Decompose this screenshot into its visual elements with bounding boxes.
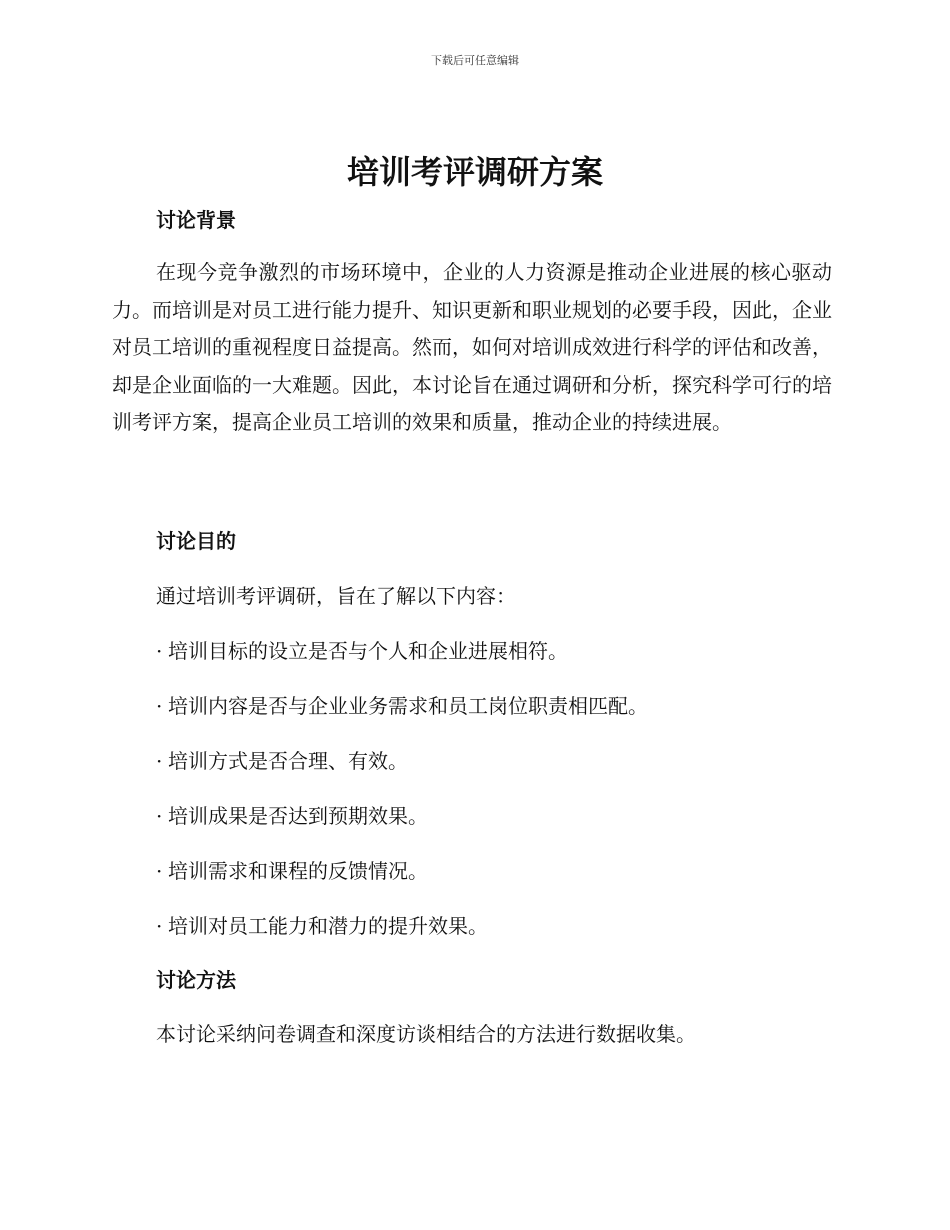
document-title: 培训考评调研方案 (346, 153, 603, 191)
list-item-text: 培训成果是否达到预期效果。 (168, 804, 428, 828)
bullet-icon: · (156, 914, 163, 938)
list-item (156, 747, 856, 775)
bullet-icon: · (156, 859, 163, 883)
list-item (156, 802, 856, 830)
list-item-text: 培训方式是否合理、有效。 (168, 749, 408, 773)
list-item-text: 培训对员工能力和潜力的提升效果。 (168, 914, 488, 938)
list-item (156, 692, 856, 720)
bullet-icon: · (156, 639, 163, 663)
list-item (156, 637, 856, 665)
list-item (156, 912, 856, 940)
bullet-icon: · (156, 749, 163, 773)
method-paragraph: 本讨论采纳问卷调查和深度访谈相结合的方法进行数据收集。 (156, 1022, 696, 1046)
list-item (156, 857, 856, 885)
bullet-icon: · (156, 804, 163, 828)
background-paragraph: 在现今竞争激烈的市场环境中，企业的人力资源是推动企业进展的核心驱动力。而培训是对员工进行能力提升、知识更新和职业规划的必要手段，因此，企业对员工培训的重视程度日益提高。然而，如何对培训成效进行科学的评估和改善，却是企业面临的一大难题。因此，本讨论旨在通过调研和分析，探究科学可行的培训考评方案，提高企业员工培训的效果和质量，推动企业的持续进展。 (112, 260, 832, 435)
list-item-text: 培训内容是否与企业业务需求和员工岗位职责相匹配。 (168, 694, 648, 718)
section-heading-background: 讨论背景 (156, 208, 236, 232)
purpose-intro: 通过培训考评调研，旨在了解以下内容： (156, 584, 516, 608)
list-item-text: 培训需求和课程的反馈情况。 (168, 859, 428, 883)
section-heading-method: 讨论方法 (156, 968, 236, 992)
section-heading-purpose: 讨论目的 (156, 529, 236, 553)
bullet-icon: · (156, 694, 163, 718)
page-header-note: 下载后可任意编辑 (431, 54, 519, 67)
list-item-text: 培训目标的设立是否与个人和企业进展相符。 (168, 639, 568, 663)
